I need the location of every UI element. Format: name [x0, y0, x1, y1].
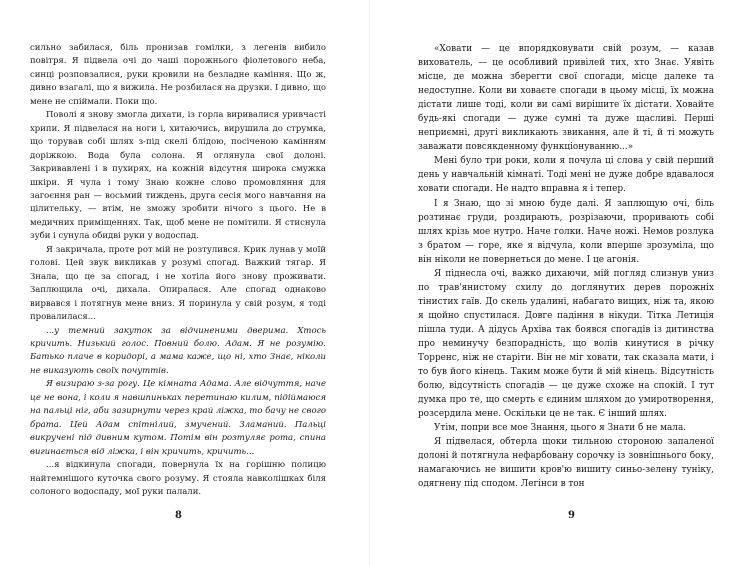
left-italic-memory-2: Я визираю з-за рогу. Це кімната Адама. Але відчуття, наче це не вона, і коли я навшпиньках перетинаю килим, підіймаюся на пальці ніг, аби зазирнути через край ліжка, то бачу не свого брата. Цей Адам спітнілий, змучений. Зламаний. Пальці викручені під дивним кутом. Потім він розтуляє рота, спина вигинається від ліжка, і він кричить, кричить...: [30, 379, 326, 457]
right-paragraph-1: «Ховати — це впорядковувати свій розум, — казав вихователь, — це особливий привілей тих, хто Знає. Уявіть місце, де можна зберегти свої спогади, місце далеке та недоступне. Коли ви ховаєте спогади в цьому місці, їх можна дістати лише тоді, коли ви самі вирішите їх дістати. Ховайте будь-які спогади — дуже сумні та дуже щасливі. Перші неприємні, другі викликають звикання, але й ті, й ті можуть заважати повсякденному функціонуванню...»: [418, 44, 714, 153]
right-paragraph-4: Я піднесла очі, важко дихаючи, мій погляд слизнув униз по трав'янистому схилу до доглянутих дерев порожніх тінистих гаїв. До скель удалині, набагато вищих, ніж та, якою я щойно спустилася. Довге падіння в нікуди. Тітка Летиція пішла туди. А дідусь Архіва так боявся спогадів із дитинства про неминучу безпорадність, що волів кинутися в річку Торренс, ніж не старіти. Він не міг ховати, так сказала мати, і то був його кінець. Таким може бути й мій кінець. Відсутність болю, відсутність спогадів — це дуже схоже на спокій. І тут думка про те, що смерть є єдиним шляхом до умиротворення, розсердила мене. Оскільки це не так. Є інший шлях.: [418, 268, 714, 420]
page-number-left: 8: [175, 510, 182, 521]
right-paragraph-5: Утім, попри все мое Знання, цього я Знати б не мала.: [434, 423, 687, 434]
left-paragraph-1: сильно забилася, біль пронизав гомілки, з легенів вибило повітря. Я підвела очі до чаші порожнього фіолетового неба, синці розповзалися, руки кровили на безладне каміння. Що ж, дивно взагалі, що я вижила. Не розбилася на друзки. І дивно, що мене не спіймали. Поки що.: [30, 43, 326, 107]
right-paragraph-3: І я Знаю, що зі мною буде далі. Я заплющую очі, біль розтинає груди, роздирають, розрізаючи, проривають собі шлях крізь мое нутро. Наче голки. Наче ножі. Немов розлука з братом — горе, яке я відчула, коли вперше зрозуміла, що він ніколи не повернеться до мене. І це агонія.: [418, 198, 714, 265]
left-italic-memory-1: ...у темний закуток за відчиненими дверима. Хтось кричить. Низький голос. Повний болю. Адам. Я не розумію. Батько плаче в коридорі, а мама каже, що ні, хто Знає, ніколи не виказують своїх почуттів.: [30, 325, 326, 376]
left-page: [30, 42, 326, 499]
left-paragraph-6: ...я відкинула спогади, повернула їх на горішню полицю найтемнішого куточка свого розуму. Я стояла навколішках біля солоного водоспаду, мої руки палали.: [30, 460, 326, 497]
right-paragraph-6: Я підвелася, обтерла щоки тильною стороною запаленої долоні й потягнула нефарбовану сорочку із зовнішнього боку, намагаючись не вишити кров'ю вишиту синьо-зелену туніку, одягнену під сподом. Легінси в тон: [418, 437, 714, 490]
left-paragraph-3: Я закричала, проте рот мій не розтулився. Крик лунав у моїй голові. Цей звук викликав у розумі спогад. Важкий тягар. Я Знала, що це за спогад, і не хотіла його знову проживати. Заплющила очі, дихала. Опиралася. Але спогад однаково вирвався і потягнув мене вниз. Я поринула у свій розум, я тоді провалилася...: [30, 244, 326, 323]
right-page: [418, 42, 714, 492]
page-number-right: 9: [568, 510, 575, 521]
left-paragraph-2: Поволі я знову змогла дихати, із горла виривалися уривчасті хрипи. Я підвелася на ноги і, хитаючись, вирушила до струмка, що торував собі шлях з-під скелі блідою, посіченою камінням доріжкою. Вода була солона. Я оглянула свої долоні. Закривавлені і в пухирях, на кожній відсутня широка смужка шкіри. Я чула і тому Знаю кожне слово промовляння для загоєння ран — восьмий тиждень, друга сесія мого навчання на цілительку, — втім, не зможу зробити нічого з цього. Не в медичних приміщеннях. Так, щоб мене не помітили. Я стиснула зуби і сунула обидві руки у водоспад.: [30, 110, 326, 242]
right-paragraph-2: Мені було три роки, коли я почула ці слова у свій перший день у навчальній кімнаті. Тоді мені не дуже добре вдавалося ховати спогади. Не надто вправна я і тепер.: [418, 156, 714, 195]
page-gutter: [369, 0, 370, 566]
